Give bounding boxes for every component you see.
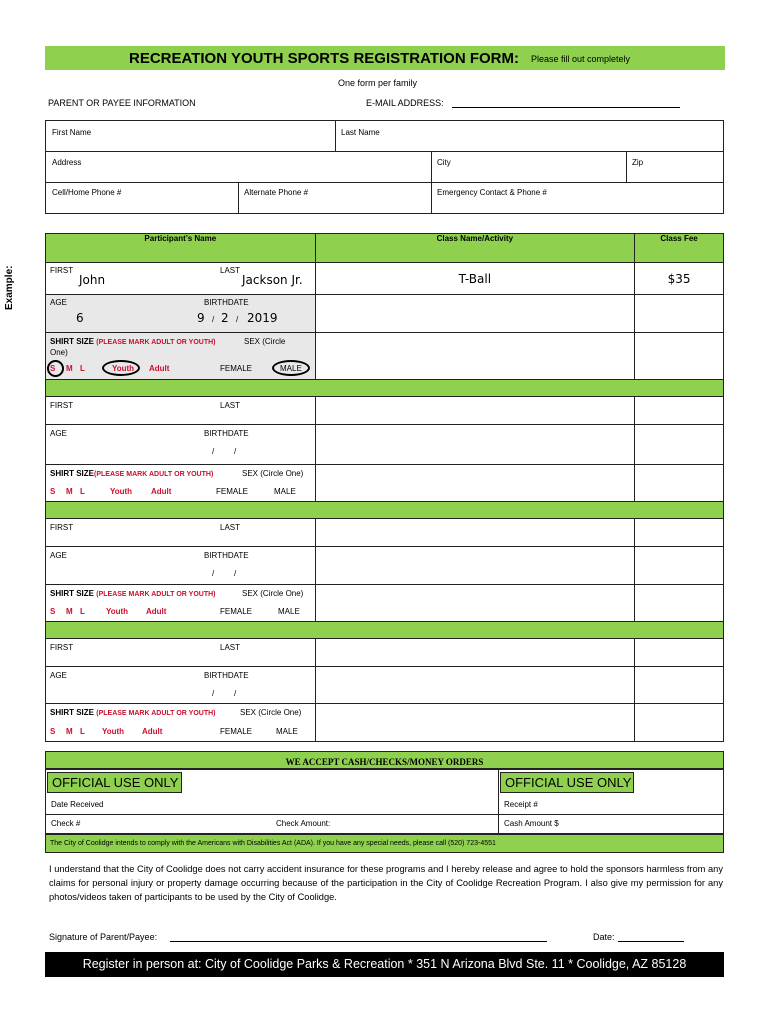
address-field[interactable]: Address <box>52 158 82 167</box>
form-subtitle: Please fill out completely <box>531 54 631 64</box>
payment-accept-bar: WE ACCEPT CASH/CHECKS/MONEY ORDERS <box>45 751 724 769</box>
participant-table: Participant’s Name Class Name/Activity Class Fee FIRST John LAST Jackson Jr. T-Ball $35 AGE 6 BIRTHDATE 9 / 2 / 2019 SHIRT SIZE (PLEASE MARK ADULT OR YOUTH) SEX (Circle One) S M L Youth Adult FEMALE MALE FIRST LAST AGE BIRTHDATE / / SHIRT SIZE(PLEASE MARK ADULT OR YOUTH) SEX (Circle One) S M L Youth Adult FEMALE MALE FIRST LAST AGE BIRTHDATE / / SHIRT SIZE (PLEASE MARK ADULT OR YOUTH) SEX (Circle One) S M L Youth Adult FEMALE MALE FIRST LAST AGE BIRTHDATE / / SHIRT SIZE (PLEASE MARK ADULT OR YOUTH) SEX (Circle One) S M L Youth Adult FEMALE MALE <box>45 233 724 742</box>
example-youth-circle <box>102 360 140 376</box>
p2-size-l[interactable]: L <box>80 607 85 616</box>
example-male-circle <box>272 360 310 376</box>
last-name-field[interactable]: Last Name <box>341 128 380 137</box>
p1-female[interactable]: FEMALE <box>216 487 249 496</box>
p1-size-m[interactable]: M <box>66 487 73 496</box>
p3-first-field[interactable]: FIRST <box>50 643 74 652</box>
p2-female[interactable]: FEMALE <box>220 607 253 616</box>
emergency-contact-field[interactable]: Emergency Contact & Phone # <box>437 188 547 197</box>
p1-youth[interactable]: Youth <box>110 487 133 496</box>
p1-age-field[interactable]: AGE <box>50 429 67 438</box>
example-bd-day: 2 <box>221 311 229 325</box>
p2-birthdate-field[interactable]: BIRTHDATE <box>204 551 249 560</box>
p3-size-l[interactable]: L <box>80 727 85 736</box>
example-fee: $35 <box>667 271 691 286</box>
example-activity: T-Ball <box>458 271 492 286</box>
example-size-circle <box>47 360 64 377</box>
p2-size-m[interactable]: M <box>66 607 73 616</box>
parent-info-box <box>45 120 724 214</box>
example-age: 6 <box>76 311 84 325</box>
p1-birthdate-field[interactable]: BIRTHDATE <box>204 429 249 438</box>
p3-fee-field[interactable] <box>635 639 724 667</box>
date-label: Date: <box>593 932 615 942</box>
first-name-field[interactable]: First Name <box>52 128 92 137</box>
footer-text: Register in person at: City of Coolidge Parks & Recreation * 351 N Arizona Blvd Ste. 11 * Coolidge, AZ 85128 <box>82 957 687 971</box>
p1-fee-field[interactable] <box>635 397 724 425</box>
example-bd-month: 9 <box>197 311 205 325</box>
p3-male[interactable]: MALE <box>276 727 298 736</box>
p3-last-field[interactable]: LAST <box>220 643 241 652</box>
title-bar <box>45 46 725 70</box>
city-field[interactable]: City <box>437 158 451 167</box>
form-title: RECREATION YOUTH SPORTS REGISTRATION FORM: <box>129 50 520 67</box>
p3-size-m[interactable]: M <box>66 727 73 736</box>
p3-female[interactable]: FEMALE <box>220 727 253 736</box>
header-class-activity: Class Name/Activity <box>315 234 635 263</box>
p1-first-field[interactable]: FIRST <box>50 401 74 410</box>
p1-activity-field[interactable] <box>315 397 635 425</box>
date-line[interactable] <box>618 941 684 942</box>
header-participant-name: Participant’s Name <box>46 234 316 263</box>
p2-last-field[interactable]: LAST <box>220 523 241 532</box>
p2-age-field[interactable]: AGE <box>50 551 67 560</box>
p3-youth[interactable]: Youth <box>102 727 125 736</box>
p3-size-s[interactable]: S <box>50 727 56 736</box>
p3-activity-field[interactable] <box>315 639 635 667</box>
waiver-text: I understand that the City of Coolidge does not carry accident insurance for these programs and I hereby release and agree to hold the sponsors harmless from any claims for personal injury or property damage occurring because of the participation in the City of Coolidge Recreation Program. I also give my permission for any photos/videos taken of participants to be used by the City of Coolidge. <box>49 864 723 902</box>
footer-bar <box>45 952 724 977</box>
p2-fee-field[interactable] <box>635 519 724 547</box>
p2-size-s[interactable]: S <box>50 607 56 616</box>
ada-notice: The City of Coolidge intends to comply with the Americans with Disabilities Act (ADA). If you have any special needs, please call (520) 723-4551 <box>45 834 724 853</box>
cell-phone-field[interactable]: Cell/Home Phone # <box>52 188 122 197</box>
zip-field[interactable]: Zip <box>632 158 644 167</box>
parent-heading: PARENT OR PAYEE INFORMATION <box>48 98 196 108</box>
official-use-label-left: OFFICIAL USE ONLY <box>47 772 182 793</box>
p3-age-field[interactable]: AGE <box>50 671 67 680</box>
cash-amount-field[interactable]: Cash Amount $ <box>504 819 559 828</box>
p1-male[interactable]: MALE <box>274 487 296 496</box>
p2-youth[interactable]: Youth <box>106 607 129 616</box>
example-last-name: Jackson Jr. <box>242 273 303 287</box>
p3-birthdate-field[interactable]: BIRTHDATE <box>204 671 249 680</box>
date-received-field[interactable]: Date Received <box>51 800 104 809</box>
example-bd-year: 2019 <box>247 311 278 325</box>
receipt-field[interactable]: Receipt # <box>504 800 538 809</box>
p2-male[interactable]: MALE <box>278 607 300 616</box>
official-use-box <box>45 769 724 834</box>
email-line[interactable] <box>452 107 680 108</box>
p1-size-l[interactable]: L <box>80 487 85 496</box>
email-label: E-MAIL ADDRESS: <box>366 98 444 108</box>
check-amount-field[interactable]: Check Amount: <box>276 819 331 828</box>
p1-last-field[interactable]: LAST <box>220 401 241 410</box>
p1-size-s[interactable]: S <box>50 487 56 496</box>
example-label: Example: <box>4 265 15 310</box>
p3-adult[interactable]: Adult <box>142 727 163 736</box>
p1-adult[interactable]: Adult <box>151 487 172 496</box>
header-class-fee: Class Fee <box>635 234 724 263</box>
official-use-label-right: OFFICIAL USE ONLY <box>500 772 634 793</box>
signature-line[interactable] <box>170 941 547 942</box>
p2-first-field[interactable]: FIRST <box>50 523 74 532</box>
check-number-field[interactable]: Check # <box>51 819 81 828</box>
example-first-name: John <box>79 273 106 287</box>
alt-phone-field[interactable]: Alternate Phone # <box>244 188 309 197</box>
p2-adult[interactable]: Adult <box>146 607 167 616</box>
signature-label: Signature of Parent/Payee: <box>49 932 158 942</box>
one-form-note: One form per family <box>338 78 418 88</box>
p2-activity-field[interactable] <box>315 519 635 547</box>
